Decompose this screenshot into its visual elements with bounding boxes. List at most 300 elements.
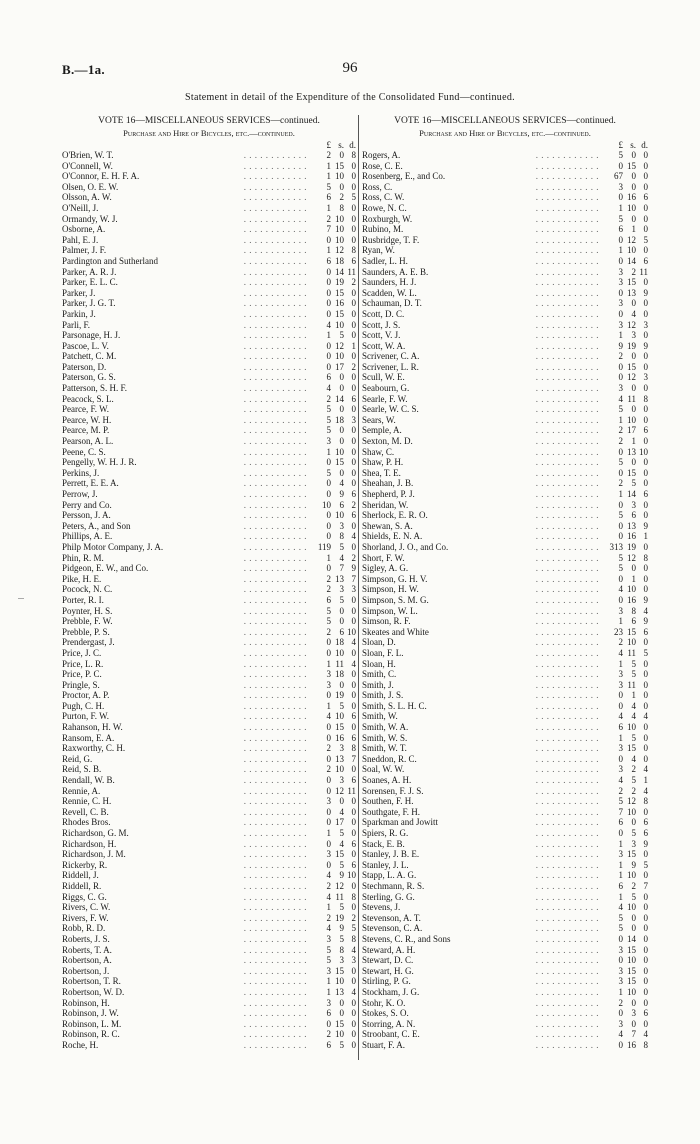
payee-name-cell <box>362 659 605 670</box>
amount-shillings: 12 <box>335 245 344 256</box>
payee-name-cell <box>362 320 605 331</box>
payee-name-cell <box>62 680 313 691</box>
table-row <box>62 404 356 415</box>
payee-name: Rahanson, H. W. <box>62 722 123 733</box>
table-row <box>62 256 356 267</box>
table-row <box>362 404 648 415</box>
payee-name: Olsen, O. E. W. <box>62 181 119 192</box>
table-row <box>62 447 356 458</box>
amount-pounds: 0 <box>618 520 623 531</box>
payee-name: Rowe, N. C. <box>362 202 407 213</box>
amount-shillings: 3 <box>339 743 344 754</box>
table-row <box>362 976 648 987</box>
payee-name: Stewart, H. G. <box>362 965 414 976</box>
table-row <box>62 341 356 352</box>
payee-name: Soal, W. W. <box>362 764 405 775</box>
amount-shillings: 10 <box>627 245 636 256</box>
amount-shillings: 19 <box>627 340 636 351</box>
amount-shillings: 15 <box>335 1018 344 1029</box>
amount-shillings: 6 <box>631 616 636 627</box>
amount-pounds: 1 <box>618 202 623 213</box>
payee-name: Porter, R. I. <box>62 594 104 605</box>
amount-pounds: 5 <box>618 796 623 807</box>
table-row <box>62 817 356 828</box>
amount-pounds: 0 <box>326 753 331 764</box>
payee-name: Scrivener, L. R. <box>362 361 419 372</box>
payee-name-cell <box>362 192 605 203</box>
payee-name: Simpson, H. W. <box>362 584 419 595</box>
amount-pence: 0 <box>643 361 648 372</box>
payee-name-cell <box>62 860 313 871</box>
amount-shillings: 18 <box>335 255 344 266</box>
amount-shillings: 5 <box>339 541 344 552</box>
amount-shillings: 11 <box>627 647 636 658</box>
amount-pence: 0 <box>351 541 356 552</box>
amount-pence: 11 <box>347 266 356 277</box>
amount-shillings: 0 <box>631 997 636 1008</box>
amount-pounds: 2 <box>326 573 331 584</box>
table-row <box>362 330 648 341</box>
amount-pounds: 3 <box>618 181 623 192</box>
amount-pounds: 1 <box>326 700 331 711</box>
payee-name-cell <box>362 214 605 225</box>
amount-shillings: 15 <box>335 965 344 976</box>
amount-pounds: 2 <box>326 626 331 637</box>
payee-name-cell <box>62 277 313 288</box>
payee-name: Sorensen, F. J. S. <box>362 785 424 796</box>
payee-name: Ransom, E. A. <box>62 732 115 743</box>
table-row <box>362 955 648 966</box>
payee-name: Sherlock, E. R. O. <box>362 510 428 521</box>
payee-name-cell <box>62 998 313 1009</box>
amount-pence: 0 <box>643 181 648 192</box>
amount-pence: 0 <box>351 446 356 457</box>
pence-unit: d. <box>641 140 648 150</box>
payee-name: Stokes, S. O. <box>362 1008 409 1019</box>
amount-pence: 0 <box>643 1018 648 1029</box>
amount-pence: 4 <box>643 785 648 796</box>
payee-name-cell <box>362 976 605 987</box>
table-row <box>362 966 648 977</box>
amount-shillings: 0 <box>631 457 636 468</box>
amount-pence: 0 <box>643 160 648 171</box>
payee-name: Saunders, H. J. <box>362 277 417 288</box>
amount-pence: 0 <box>351 234 356 245</box>
payee-name: Proctor, A. P. <box>62 690 110 701</box>
payee-name: Schauman, D. T. <box>362 298 422 309</box>
amount-pounds: 119 <box>317 541 331 552</box>
amount-pence: 0 <box>351 700 356 711</box>
table-row <box>62 839 356 850</box>
payee-name: Paterson, D. <box>62 361 107 372</box>
payee-name-cell <box>362 690 605 701</box>
payee-name: Prebble, P. S. <box>62 626 110 637</box>
table-row <box>362 510 648 521</box>
table-row <box>62 966 356 977</box>
amount-shillings: 16 <box>627 1039 636 1050</box>
amount-shillings: 2 <box>631 266 636 277</box>
payee-name-cell <box>362 987 605 998</box>
amount-pence: 0 <box>351 1008 356 1019</box>
payee-name: Perrow, J. <box>62 489 98 499</box>
payee-name-cell <box>62 447 313 458</box>
payee-name: Riddell, J. <box>62 870 99 881</box>
table-row <box>62 320 356 331</box>
amount-pounds: 5 <box>618 563 623 574</box>
table-row <box>62 235 356 246</box>
payee-name: Stewart, D. C. <box>362 955 414 966</box>
amount-shillings: 10 <box>335 213 344 224</box>
table-row <box>62 955 356 966</box>
payee-name-cell <box>362 733 605 744</box>
amount-pence: 0 <box>643 330 648 341</box>
payee-name-cell <box>362 966 605 977</box>
amount-shillings: 10 <box>335 647 344 658</box>
amount-pounds: 4 <box>326 891 331 902</box>
amount-shillings: 18 <box>335 637 344 648</box>
payee-name-cell <box>362 828 605 839</box>
payee-name: Sloan, D. <box>362 637 396 648</box>
amount-pounds: 1 <box>618 859 623 870</box>
amount-shillings: 10 <box>627 584 636 595</box>
payee-name: Simpson, W. L. <box>362 605 418 616</box>
amount-pence: 0 <box>643 224 648 235</box>
table-row <box>62 796 356 807</box>
payee-name-cell <box>62 510 313 521</box>
table-row <box>62 457 356 468</box>
payee-name-cell <box>62 394 313 405</box>
amount-shillings: 4 <box>631 308 636 319</box>
payee-name: Saunders, A. E. B. <box>362 266 429 277</box>
amount-pence: 8 <box>351 743 356 754</box>
amount-pence: 0 <box>643 976 648 987</box>
table-row <box>362 690 648 701</box>
payee-name: Stack, E. B. <box>362 838 405 849</box>
payee-name-cell <box>362 817 605 828</box>
amount-pounds: 0 <box>326 563 331 574</box>
payee-name-cell <box>362 288 605 299</box>
payee-name-cell <box>362 457 605 468</box>
table-row <box>62 150 356 161</box>
amount-shillings: 13 <box>627 287 636 298</box>
pounds-unit: £ <box>618 140 623 150</box>
amount-pence: 0 <box>351 319 356 330</box>
payee-name: Richardson, J. M. <box>62 849 126 860</box>
amount-pounds: 5 <box>618 457 623 468</box>
payee-name: Searle, W. C. S. <box>362 404 419 415</box>
amount-shillings: 0 <box>339 404 344 415</box>
amount-pounds: 5 <box>326 425 331 436</box>
amount-shillings: 12 <box>335 880 344 891</box>
table-row <box>362 150 648 161</box>
table-row <box>362 934 648 945</box>
amount-pence: 0 <box>643 573 648 584</box>
payee-name-cell <box>362 383 605 394</box>
payee-name: Osborne, A. <box>62 224 106 235</box>
payee-name-cell <box>62 934 313 945</box>
payee-name-cell <box>62 616 313 627</box>
payee-name: Robinson, H. <box>62 997 110 1008</box>
amount-pence: 0 <box>643 150 648 160</box>
amount-shillings: 13 <box>627 446 636 457</box>
payee-name-cell <box>62 733 313 744</box>
table-row <box>362 764 648 775</box>
payee-name: Persson, J. A. <box>62 510 111 521</box>
payee-name-cell <box>362 404 605 415</box>
payee-name-cell <box>362 298 605 309</box>
amount-pence: 4 <box>643 764 648 775</box>
amount-pounds: 1 <box>326 986 331 997</box>
amount-shillings: 4 <box>631 700 636 711</box>
amount-pounds: 0 <box>326 647 331 658</box>
table-row <box>362 320 648 331</box>
table-row <box>362 987 648 998</box>
amount-pounds: 5 <box>326 181 331 192</box>
amount-pounds: 0 <box>618 753 623 764</box>
amount-shillings: 1 <box>631 436 636 447</box>
payee-name: Pocock, N. C. <box>62 584 113 595</box>
amount-pounds: 0 <box>618 1039 623 1050</box>
table-row <box>62 203 356 214</box>
payee-name-cell <box>62 881 313 892</box>
amount-pence: 8 <box>351 245 356 256</box>
amount-pence: 0 <box>351 457 356 468</box>
payee-name: Parker, J. G. T. <box>62 298 116 309</box>
amount-pence: 9 <box>643 520 648 531</box>
payee-name-cell <box>362 669 605 680</box>
amount-pence: 6 <box>643 192 648 203</box>
table-row <box>362 457 648 468</box>
table-row <box>62 913 356 924</box>
payee-name-cell <box>362 309 605 320</box>
amount-pounds: 0 <box>618 160 623 171</box>
amount-pounds: 1 <box>618 330 623 341</box>
amount-shillings: 10 <box>627 806 636 817</box>
table-row <box>362 372 648 383</box>
amount-pounds: 0 <box>326 838 331 849</box>
amount-pounds: 4 <box>326 383 331 394</box>
amount-pence: 0 <box>643 849 648 860</box>
payee-name: Poynter, H. S. <box>62 605 113 616</box>
amount-shillings: 3 <box>339 775 344 786</box>
payee-name: Peters, A., and Son <box>62 520 131 531</box>
amount-shillings: 0 <box>631 923 636 934</box>
amount-shillings: 0 <box>339 425 344 436</box>
pounds-unit: £ <box>326 140 331 150</box>
payee-name: Parker, J. <box>62 287 96 298</box>
table-row <box>362 870 648 881</box>
amount-shillings: 17 <box>335 361 344 372</box>
amount-shillings: 9 <box>339 489 344 499</box>
table-row <box>62 574 356 585</box>
table-row <box>62 553 356 564</box>
amount-pounds: 1 <box>326 160 331 171</box>
payee-name: Rickerby, R. <box>62 859 108 870</box>
payee-name: Perrett, E. E. A. <box>62 478 119 489</box>
payee-name-cell <box>362 870 605 881</box>
amount-pounds: 0 <box>326 340 331 351</box>
payee-name: Pengelly, W. H. J. R. <box>62 457 137 468</box>
payee-name-cell <box>62 383 313 394</box>
amount-shillings: 5 <box>339 859 344 870</box>
payee-name-cell <box>362 1029 605 1040</box>
amount-pence: 0 <box>643 298 648 309</box>
amount-shillings: 13 <box>627 520 636 531</box>
amount-pence: 0 <box>643 700 648 711</box>
amount-pounds: 0 <box>326 690 331 701</box>
payee-name-cell <box>362 849 605 860</box>
amount-pounds: 0 <box>618 594 623 605</box>
payee-name-cell <box>62 372 313 383</box>
payee-name-cell <box>362 701 605 712</box>
amount-pence: 0 <box>643 679 648 690</box>
payee-name-cell <box>62 637 313 648</box>
amount-pounds: 0 <box>326 806 331 817</box>
amount-pence: 0 <box>351 594 356 605</box>
amount-pence: 6 <box>643 626 648 637</box>
payee-name: Riggs, C. G. <box>62 891 107 902</box>
amount-pence: 0 <box>643 965 648 976</box>
amount-pence: 0 <box>351 616 356 627</box>
payee-name-cell <box>62 902 313 913</box>
amount-shillings: 5 <box>339 330 344 341</box>
payee-name: Roche, H. <box>62 1039 99 1050</box>
payee-name-cell <box>62 976 313 987</box>
payee-name: Steward, A. H. <box>362 944 416 955</box>
payee-name: Stapp, L. A. G. <box>362 870 417 881</box>
amount-pounds: 1 <box>618 838 623 849</box>
payee-name: Rennie, C. H. <box>62 796 112 807</box>
payee-name: Parsonage, H. J. <box>62 330 121 341</box>
amount-pounds: 6 <box>618 722 623 733</box>
payee-name-cell <box>62 606 313 617</box>
amount-pounds: 5 <box>618 213 623 224</box>
table-row <box>362 489 648 500</box>
payee-name: Reid, S. B. <box>62 764 102 775</box>
table-row <box>62 595 356 606</box>
payee-name-cell <box>362 1019 605 1030</box>
amount-pounds: 1 <box>326 658 331 669</box>
table-row <box>362 425 648 436</box>
table-row <box>362 669 648 680</box>
amount-pence: 4 <box>351 944 356 955</box>
payee-name-cell <box>362 235 605 246</box>
payee-name: Shaw, P. H. <box>362 457 404 468</box>
payee-name: Parker, E. L. C. <box>62 277 118 288</box>
payee-name-cell <box>62 288 313 299</box>
amount-pounds: 2 <box>618 637 623 648</box>
table-row <box>62 987 356 998</box>
payee-name: Semple, A. <box>362 425 402 436</box>
amount-pounds: 0 <box>326 859 331 870</box>
payee-name-cell <box>62 1029 313 1040</box>
amount-pence: 0 <box>351 213 356 224</box>
payee-name: Robertson, W. D. <box>62 986 125 997</box>
table-row <box>62 669 356 680</box>
amount-shillings: 6 <box>339 499 344 510</box>
amount-pence: 0 <box>643 510 648 521</box>
payee-name: Scadden, W. L. <box>362 287 417 298</box>
payee-name-cell <box>62 892 313 903</box>
payee-name: Scrivener, C. A. <box>362 351 420 362</box>
amount-shillings: 2 <box>339 192 344 203</box>
payee-name: Smith, S. L. H. C. <box>362 700 427 711</box>
payee-name: Ryan, W. <box>362 245 395 256</box>
amount-shillings: 17 <box>627 425 636 436</box>
amount-shillings: 15 <box>335 308 344 319</box>
amount-pence: 6 <box>643 817 648 828</box>
table-row <box>362 542 648 553</box>
amount-pence: 4 <box>351 531 356 542</box>
table-row <box>362 616 648 627</box>
payee-name-cell <box>362 436 605 447</box>
amount-pounds: 67 <box>614 171 623 182</box>
payee-name-cell <box>62 224 313 235</box>
amount-shillings: 12 <box>627 234 636 245</box>
payee-name-cell <box>362 923 605 934</box>
amount-pence: 8 <box>643 552 648 563</box>
payee-name-cell <box>362 182 605 193</box>
payee-name-cell <box>362 553 605 564</box>
amount-pence: 10 <box>639 446 648 457</box>
payee-name: Parli, F. <box>62 319 91 330</box>
amount-pounds: 3 <box>618 319 623 330</box>
amount-shillings: 19 <box>627 541 636 552</box>
payee-name: Stroobant, C. E. <box>362 1029 420 1040</box>
payee-name: Scott, V. J. <box>362 330 401 341</box>
amount-shillings: 7 <box>339 563 344 574</box>
payee-name: Rosenberg, E., and Co. <box>362 171 446 182</box>
amount-pence: 0 <box>643 277 648 288</box>
table-row <box>362 553 648 564</box>
amount-pence: 0 <box>643 584 648 595</box>
amount-shillings: 10 <box>627 870 636 881</box>
amount-shillings: 3 <box>339 955 344 966</box>
payee-name-cell <box>362 616 605 627</box>
payee-name: Shields, E. N. A. <box>362 531 423 542</box>
amount-pounds: 0 <box>618 234 623 245</box>
amount-shillings: 5 <box>631 658 636 669</box>
amount-pounds: 0 <box>618 700 623 711</box>
amount-pence: 0 <box>351 171 356 182</box>
amount-shillings: 15 <box>335 849 344 860</box>
amount-shillings: 10 <box>627 722 636 733</box>
payee-name: Paterson, G. S. <box>62 372 116 383</box>
amount-pounds: 4 <box>618 711 623 722</box>
amount-pounds: 10 <box>322 499 331 510</box>
payee-name-cell <box>62 849 313 860</box>
table-row <box>362 351 648 362</box>
amount-pence: 7 <box>643 880 648 891</box>
amount-pence: 0 <box>643 499 648 510</box>
amount-shillings: 0 <box>339 150 344 160</box>
amount-pence: 6 <box>351 838 356 849</box>
payee-name: Purton, F. W. <box>62 711 110 722</box>
amount-pounds: 1 <box>326 171 331 182</box>
amount-shillings: 12 <box>627 319 636 330</box>
amount-pence: 3 <box>351 584 356 595</box>
amount-pence: 0 <box>351 308 356 319</box>
amount-pence: 0 <box>643 955 648 966</box>
amount-shillings: 0 <box>339 997 344 1008</box>
amount-shillings: 4 <box>339 552 344 563</box>
amount-pence: 0 <box>351 806 356 817</box>
shillings-unit: s. <box>338 140 344 150</box>
table-row <box>62 1008 356 1019</box>
amount-pounds: 2 <box>326 743 331 754</box>
payee-name: O'Neill, J. <box>62 202 99 213</box>
table-row <box>62 510 356 521</box>
